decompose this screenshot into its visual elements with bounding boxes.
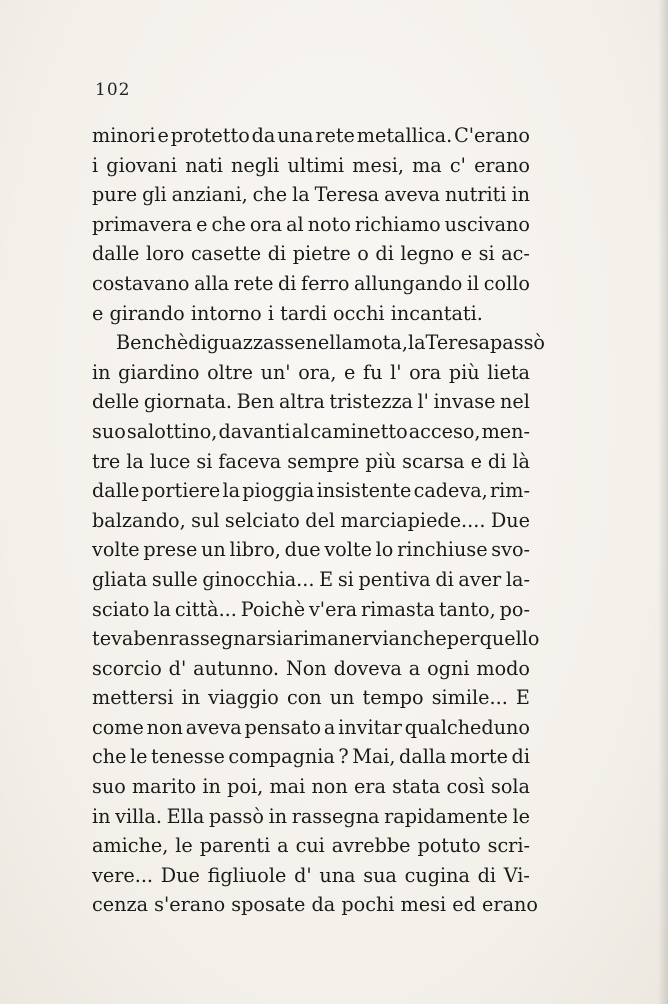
- text-line: [92, 358, 530, 388]
- word: modo: [476, 656, 530, 680]
- word: cugina: [404, 863, 470, 887]
- word: Teresa: [314, 183, 380, 207]
- word: in: [92, 360, 111, 384]
- word: le: [175, 834, 193, 858]
- word: le: [512, 804, 530, 828]
- word: da: [251, 124, 276, 147]
- word: noto: [307, 212, 351, 236]
- text-line: [92, 624, 540, 654]
- word: e: [344, 360, 356, 384]
- word: sulle: [151, 567, 198, 591]
- word: la-: [505, 567, 530, 591]
- word: pensato: [244, 715, 322, 739]
- word: aveva: [185, 715, 242, 739]
- text-line: [92, 417, 530, 447]
- text-line: [92, 180, 530, 210]
- word: doveva: [333, 656, 402, 680]
- word: il: [466, 271, 480, 295]
- word: vere...: [92, 863, 154, 887]
- word: villa.: [115, 804, 162, 828]
- word: marito: [131, 775, 197, 799]
- word: nel: [500, 390, 530, 414]
- word: men-: [481, 419, 530, 443]
- text-line: [92, 210, 530, 240]
- word: passò: [490, 331, 545, 355]
- word: ultimi: [287, 153, 345, 177]
- text-line: [92, 387, 530, 417]
- word: non: [311, 775, 348, 799]
- word: che: [211, 212, 246, 236]
- word: pentiva: [358, 567, 431, 591]
- word: in: [92, 804, 111, 828]
- word: di: [375, 242, 394, 266]
- body-text: [92, 121, 545, 920]
- word: libro,: [229, 538, 281, 562]
- page-edge-shadow: [658, 0, 668, 1004]
- word: di: [511, 745, 530, 769]
- word: Poichè: [240, 597, 306, 621]
- text-line: [92, 890, 538, 920]
- word: con: [286, 686, 322, 710]
- word: potuto: [417, 834, 481, 858]
- word: rassegna: [291, 804, 380, 828]
- word: due: [284, 538, 321, 562]
- word: erano: [474, 153, 530, 177]
- word: legno: [400, 242, 455, 266]
- word: al: [286, 212, 304, 236]
- word: tanto,: [438, 597, 496, 621]
- word: negli: [231, 153, 280, 177]
- word: al: [291, 419, 310, 443]
- word: città...: [174, 597, 237, 621]
- word: da: [311, 893, 336, 917]
- word: lo: [375, 538, 394, 562]
- word: marciapiede....: [340, 508, 486, 532]
- word: e: [92, 301, 104, 325]
- word: volte: [324, 538, 372, 562]
- word: Vi-: [503, 863, 530, 887]
- word: compagnia: [228, 745, 335, 769]
- word: a: [323, 715, 336, 739]
- word: qualcheduno: [404, 715, 530, 739]
- word: di: [477, 863, 497, 887]
- word: le: [130, 745, 148, 769]
- word: portiere: [141, 479, 221, 503]
- word: quello: [479, 627, 540, 651]
- word: alla: [194, 271, 230, 295]
- word: Ella: [166, 804, 205, 828]
- word: amiche,: [92, 834, 169, 858]
- word: rim-: [489, 479, 530, 503]
- word: uscivano: [444, 212, 530, 236]
- word: a: [408, 656, 421, 680]
- text-line: [92, 595, 530, 625]
- word: E: [319, 567, 334, 591]
- word: balzando,: [92, 508, 186, 532]
- word: un: [201, 538, 226, 562]
- word: giovani: [106, 153, 178, 177]
- word: di: [487, 449, 507, 473]
- word: rassegnarsi: [169, 627, 283, 651]
- word: fu: [363, 360, 383, 384]
- word: mesi,: [352, 153, 404, 177]
- word: ora: [409, 360, 442, 384]
- word: loro: [145, 242, 185, 266]
- word: la: [153, 597, 171, 621]
- text-line: [92, 683, 530, 713]
- word: tardi: [280, 301, 327, 325]
- word: viaggio: [208, 686, 279, 710]
- word: morte: [450, 745, 508, 769]
- word: d': [168, 656, 187, 680]
- word: delle: [92, 390, 140, 414]
- word: girando: [109, 301, 185, 325]
- word: a: [277, 834, 289, 858]
- word: scarsa: [402, 449, 465, 473]
- word: sempre: [287, 449, 360, 473]
- word: là: [512, 449, 530, 473]
- text-line: [92, 269, 530, 299]
- word: aver: [458, 567, 502, 591]
- word: s'erano: [154, 893, 226, 917]
- word: anziani,: [171, 183, 248, 207]
- word: Benchè: [116, 331, 189, 355]
- word: insistente: [316, 479, 412, 503]
- word: non: [146, 715, 183, 739]
- word: la: [222, 479, 241, 503]
- word: tre: [92, 449, 121, 473]
- word: mesi: [400, 893, 447, 917]
- word: collo: [483, 271, 530, 295]
- word: di: [278, 271, 297, 295]
- word: Ben: [236, 390, 275, 414]
- word: cui: [295, 834, 325, 858]
- word: faceva: [218, 449, 282, 473]
- word: una: [277, 124, 314, 147]
- word: così: [446, 775, 485, 799]
- word: Non: [285, 656, 327, 680]
- word: che: [252, 183, 288, 207]
- text-line: [92, 535, 530, 565]
- word: teva: [92, 627, 134, 651]
- text-line: [92, 802, 530, 832]
- word: del: [305, 508, 336, 532]
- word: costavano: [92, 271, 190, 295]
- word: volte: [92, 538, 140, 562]
- word: lieta: [487, 360, 530, 384]
- word: autunno.: [193, 656, 280, 680]
- word: e: [196, 212, 208, 236]
- word: pochi: [341, 893, 395, 917]
- word: casette: [190, 242, 262, 266]
- word: stata: [392, 775, 441, 799]
- word: si: [196, 449, 213, 473]
- word: erano: [482, 893, 538, 917]
- word: in: [268, 804, 288, 828]
- word: occhi: [333, 301, 385, 325]
- word: po-: [499, 597, 530, 621]
- word: svo-: [491, 538, 530, 562]
- word: si: [478, 242, 495, 266]
- word: d': [294, 863, 312, 887]
- word: E: [515, 686, 530, 710]
- word: Teresa: [425, 331, 490, 355]
- word: rimanervi: [293, 627, 389, 651]
- word: incantati.: [390, 301, 483, 325]
- word: dalle: [92, 479, 140, 503]
- word: cadeva,: [413, 479, 488, 503]
- word: davanti: [218, 419, 291, 443]
- word: sul: [191, 508, 220, 532]
- word: ferro: [301, 271, 350, 295]
- word: e: [157, 124, 169, 147]
- word: dalle: [92, 242, 140, 266]
- word: Due: [490, 508, 530, 532]
- word: acceso,: [408, 419, 481, 443]
- word: in: [202, 775, 221, 799]
- text-line: [92, 151, 530, 181]
- word: nella: [305, 331, 353, 355]
- word: di: [267, 242, 287, 266]
- text-line: [92, 654, 530, 684]
- word: luce: [149, 449, 191, 473]
- text-line: [92, 447, 530, 477]
- word: aveva: [384, 183, 440, 207]
- word: sua: [363, 863, 397, 887]
- word: l': [390, 360, 402, 384]
- word: sola: [491, 775, 530, 799]
- word: tenesse: [151, 745, 225, 769]
- word: rinchiuse: [397, 538, 488, 562]
- text-line: [92, 506, 530, 536]
- word: e: [460, 242, 473, 266]
- word: sposate: [231, 893, 306, 917]
- word: un': [260, 360, 291, 384]
- word: selciato: [224, 508, 300, 532]
- word: parenti: [199, 834, 271, 858]
- word: in: [181, 686, 201, 710]
- word: allungando: [353, 271, 463, 295]
- word: rapidamente: [384, 804, 508, 828]
- word: scri-: [487, 834, 530, 858]
- word: protetto: [170, 124, 250, 147]
- word: più: [448, 360, 480, 384]
- word: suo: [92, 419, 126, 443]
- word: ogni: [427, 656, 470, 680]
- word: una: [319, 863, 356, 887]
- word: invase: [433, 390, 496, 414]
- word: caminetto: [310, 419, 408, 443]
- word: metallica.: [356, 124, 453, 147]
- text-line: [92, 772, 530, 802]
- word: che: [92, 745, 127, 769]
- text-line: [92, 861, 530, 891]
- word: gliata: [92, 567, 148, 591]
- word: C'erano: [454, 124, 530, 147]
- word: anche: [388, 627, 447, 651]
- word: di: [435, 567, 454, 591]
- text-line: [92, 742, 530, 772]
- word: rimasta: [360, 597, 435, 621]
- text-line: [92, 831, 530, 861]
- word: nati: [185, 153, 223, 177]
- word: giardino: [118, 360, 200, 384]
- text-line: [92, 299, 530, 329]
- word: c': [449, 153, 466, 177]
- word: salottino,: [126, 419, 218, 443]
- word: i: [92, 153, 99, 177]
- word: altra: [278, 390, 325, 414]
- word: tristezza: [329, 390, 413, 414]
- word: rete: [233, 271, 274, 295]
- word: tempo: [362, 686, 424, 710]
- word: ben: [133, 627, 170, 651]
- text-line: [92, 713, 530, 743]
- word: ora: [249, 212, 283, 236]
- word: v'era: [308, 597, 358, 621]
- word: primavera: [92, 212, 193, 236]
- word: diguazzasse: [188, 331, 306, 355]
- word: Due: [160, 863, 200, 887]
- word: ac-: [501, 242, 530, 266]
- word: ma: [412, 153, 442, 177]
- word: gli: [142, 183, 167, 207]
- word: la: [126, 449, 144, 473]
- text-line: [92, 565, 530, 595]
- word: scorcio: [92, 656, 162, 680]
- word: a: [282, 627, 294, 651]
- word: la: [407, 331, 426, 355]
- word: oltre: [207, 360, 253, 384]
- word: suo: [92, 775, 126, 799]
- word: come: [92, 715, 144, 739]
- word: simile...: [431, 686, 508, 710]
- word: ?: [338, 745, 349, 769]
- word: ora,: [298, 360, 337, 384]
- word: i: [267, 301, 274, 325]
- word: intorno: [190, 301, 262, 325]
- word: passò: [208, 804, 264, 828]
- word: dalla: [399, 745, 447, 769]
- word: mai: [269, 775, 306, 799]
- word: poi,: [227, 775, 264, 799]
- word: e: [470, 449, 482, 473]
- word: minori: [92, 124, 156, 147]
- word: pure: [92, 183, 138, 207]
- text-line: [92, 239, 530, 269]
- text-line: [92, 328, 545, 358]
- text-line: [92, 476, 530, 506]
- word: un: [329, 686, 355, 710]
- word: ginocchia...: [202, 567, 315, 591]
- word: l': [417, 390, 429, 414]
- word: richiamo: [354, 212, 441, 236]
- word: giornata.: [143, 390, 233, 414]
- word: sciato: [92, 597, 150, 621]
- word: Mai,: [352, 745, 396, 769]
- word: la: [292, 183, 310, 207]
- word: per: [446, 627, 480, 651]
- word: si: [337, 567, 354, 591]
- word: pioggia: [242, 479, 315, 503]
- word: figliuole: [207, 863, 287, 887]
- word: avrebbe: [331, 834, 411, 858]
- word: in: [511, 183, 530, 207]
- word: pietre: [292, 242, 351, 266]
- word: prese: [143, 538, 198, 562]
- word: più: [365, 449, 397, 473]
- word: ed: [452, 893, 476, 917]
- word: era: [353, 775, 386, 799]
- word: o: [357, 242, 369, 266]
- word: mettersi: [92, 686, 174, 710]
- text-line: [92, 121, 530, 151]
- word: mota,: [352, 331, 408, 355]
- word: invitar: [338, 715, 402, 739]
- word: rete: [315, 124, 355, 147]
- page-number: 102: [95, 80, 131, 100]
- word: nutriti: [444, 183, 507, 207]
- word: cenza: [92, 893, 149, 917]
